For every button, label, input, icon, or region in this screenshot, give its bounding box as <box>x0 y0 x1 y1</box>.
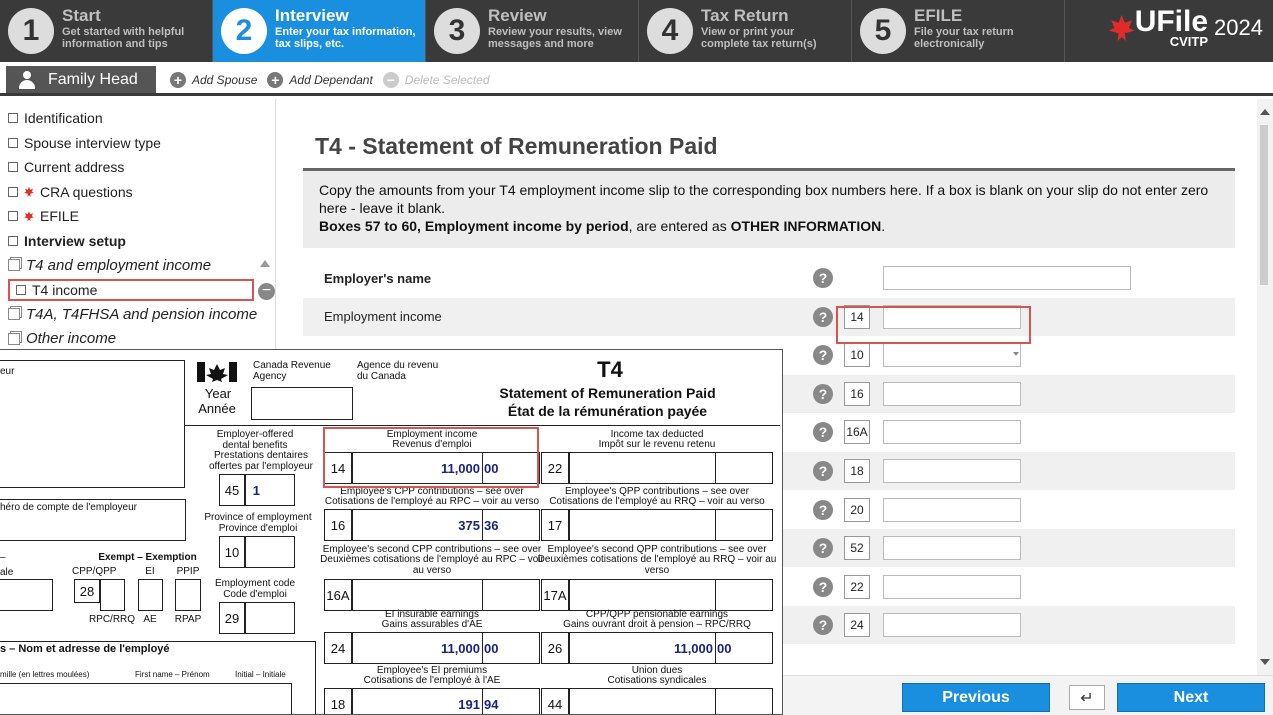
box-code: 17 <box>541 509 569 541</box>
ppip-label: PPIP <box>176 566 200 577</box>
sidebar-item-cra-questions[interactable] <box>0 180 275 205</box>
box-code: 16 <box>844 382 870 406</box>
family-bar <box>0 62 1273 96</box>
box-code: 14 <box>844 305 870 329</box>
employer-name-row <box>303 259 1235 297</box>
sidebar-group-label: T4A, T4FHSA and pension income <box>26 305 258 323</box>
slip-amount-cents: 36 <box>484 518 499 533</box>
cents-divider <box>715 579 716 611</box>
slip-subtitle-en: Statement of Remuneration Paid <box>499 385 716 401</box>
rpcrrq-label: RPC/RRQ <box>88 614 136 625</box>
ei-label: EI <box>145 566 155 577</box>
checkbox-icon <box>8 211 18 221</box>
selected-item-highlight <box>8 279 254 301</box>
add-spouse-button[interactable] <box>170 66 257 93</box>
checkbox-icon <box>8 138 18 148</box>
slip-amount-dollars: 375 <box>458 518 480 533</box>
delete-selected-label: Delete Selected <box>404 72 490 87</box>
interview-sidebar <box>0 99 276 359</box>
slip-amount-dollars: 11,000 <box>440 461 480 476</box>
slip-box-en: Employee's second CPP contributions – see over <box>322 544 542 555</box>
slip-amount-box <box>352 579 540 611</box>
t4-slip-image <box>0 349 783 715</box>
slip-box-fr: Cotisations syndicales <box>607 675 707 686</box>
name-sub-3: Initial – Initiale <box>235 670 286 679</box>
step-review[interactable] <box>426 0 639 62</box>
collapse-up-icon[interactable] <box>260 260 270 267</box>
sidebar-group-t4[interactable] <box>0 253 275 278</box>
slip-amount-cents: 00 <box>717 641 732 656</box>
cra-en: Canada Revenue Agency <box>253 360 331 382</box>
slip-box-en: EI insurable earnings <box>385 609 479 620</box>
employer-name-input[interactable] <box>883 266 1131 290</box>
step-start[interactable] <box>0 0 213 62</box>
help-icon[interactable]: ? <box>813 538 833 558</box>
step-title: Review <box>488 6 547 25</box>
sidebar-item-t4-income[interactable] <box>0 278 275 303</box>
step-number: 1 <box>8 8 54 54</box>
slip-box-fr: Deuxièmes cotisations de l'employé au RRQ – voir au verso <box>537 554 777 576</box>
instructions-box <box>303 171 1235 248</box>
province-en: Province of employment <box>204 512 312 523</box>
help-icon[interactable]: ? <box>813 577 833 597</box>
sidebar-item-current-address[interactable] <box>0 155 275 180</box>
slip-amount-cents: 94 <box>484 697 499 712</box>
help-icon[interactable]: ? <box>813 345 833 365</box>
slip-employment-income-highlight <box>323 427 539 488</box>
add-spouse-label: Add Spouse <box>192 72 258 87</box>
help-icon[interactable]: ? <box>813 307 833 327</box>
note-end: . <box>881 218 886 234</box>
add-dependant-button[interactable] <box>267 66 372 93</box>
sidebar-group-label: T4 and employment income <box>26 256 212 274</box>
box-code: 14 <box>324 452 352 484</box>
step-subtitle: Enter your tax information, tax slips, etc. <box>275 26 416 50</box>
box-amount-input[interactable] <box>883 382 1021 406</box>
sidebar-item-interview-setup[interactable] <box>0 229 275 254</box>
note-mid: , are entered as <box>628 218 731 234</box>
step-number: 5 <box>860 8 906 54</box>
sidebar-item-label: Identification <box>24 110 103 127</box>
next-button[interactable]: Next <box>1117 683 1265 712</box>
slip-box-fr: Gains assurables d'AE <box>381 619 483 630</box>
box-amount-input[interactable] <box>883 575 1021 599</box>
annee-label: Année <box>198 401 236 416</box>
slip-box-en: Employment income <box>386 429 478 440</box>
sidebar-item-label: Spouse interview type <box>24 134 161 151</box>
cents-divider <box>482 632 483 664</box>
emp-code-en: Employment code <box>214 578 296 589</box>
step-subtitle: File your tax return electronically <box>914 26 1014 50</box>
main-scrollbar[interactable] <box>1257 99 1273 675</box>
back-button[interactable] <box>1069 685 1105 710</box>
box-code: 44 <box>541 688 569 715</box>
rpap-label: RPAP <box>174 614 202 625</box>
step-title: Interview <box>275 6 349 25</box>
box-code: 16 <box>324 509 352 541</box>
box-code: 18 <box>324 688 352 715</box>
help-icon[interactable]: ? <box>813 500 833 520</box>
sidebar-item-spouse-interview[interactable] <box>0 131 275 156</box>
province-box <box>245 536 295 568</box>
plus-icon: + <box>170 72 186 88</box>
family-head-tab[interactable] <box>6 66 156 93</box>
slip-amount-box <box>569 688 773 715</box>
box-code: 24 <box>844 613 870 637</box>
step-number: 3 <box>434 8 480 54</box>
delete-selected-button[interactable] <box>383 66 490 93</box>
help-icon[interactable]: ? <box>813 422 833 442</box>
maple-leaf-icon <box>24 187 34 197</box>
logo-year: 2024 <box>1214 15 1263 40</box>
box-code: 52 <box>844 536 870 560</box>
box-code: 16A <box>844 420 870 444</box>
pages-icon <box>8 308 20 320</box>
cents-divider <box>482 579 483 611</box>
instructions-text: Copy the amounts from your T4 employment income slip to the corresponding box numbers here. If a box is blank on your slip do not enter zero here - leave it blank. <box>319 182 1209 216</box>
box-amount-input[interactable] <box>883 420 1021 444</box>
step-number: 4 <box>647 8 693 54</box>
name-entry-box <box>0 683 292 715</box>
employee-name-header: s – Nom et adresse de l'employé <box>0 643 170 655</box>
maple-leaf-icon <box>24 211 34 221</box>
sidebar-item-identification[interactable] <box>0 106 275 131</box>
sidebar-group-other-income[interactable] <box>0 327 275 352</box>
box-code: 10 <box>844 343 870 367</box>
slip-box-fr: Cotisations de l'employé à l'AE <box>363 675 501 686</box>
exempt-ppip-box <box>175 579 201 611</box>
slip-box-fr: Impôt sur le revenu retenu <box>598 439 716 450</box>
box-code: 18 <box>844 459 870 483</box>
cents-divider <box>715 452 716 484</box>
person-icon <box>18 71 36 89</box>
ae-label: AE <box>143 614 157 625</box>
step-title: Start <box>62 6 101 25</box>
slip-rule <box>185 425 780 426</box>
province-select[interactable] <box>883 343 1021 367</box>
help-icon[interactable]: ? <box>813 384 833 404</box>
box-code: 20 <box>844 498 870 522</box>
dental-value: 1 <box>252 483 260 498</box>
pages-icon <box>8 333 20 345</box>
checkbox-icon <box>16 285 26 295</box>
slip-box-fr: Revenus d'emploi <box>392 439 472 450</box>
account-partial: héro de compte de l'employeur <box>0 502 137 513</box>
sin-box <box>0 579 53 611</box>
box-code: 22 <box>541 452 569 484</box>
scroll-up-icon[interactable] <box>1260 109 1270 115</box>
back-arrow-icon: ↵ <box>1080 689 1094 707</box>
box-code: 28 <box>74 579 100 603</box>
instructions-note <box>319 217 1219 235</box>
checkbox-icon <box>8 236 18 246</box>
employment-income-highlight <box>836 306 1031 344</box>
box-code: 17A <box>541 579 569 611</box>
step-subtitle: Get started with helpful information and tips <box>62 26 185 50</box>
emp-code-fr: Code d'emploi <box>223 589 287 600</box>
canada-flag-icon <box>197 362 237 382</box>
box-amount-input[interactable] <box>883 459 1021 483</box>
bottom-nav-bar <box>783 675 1273 715</box>
page-title: T4 - Statement of Remuneration Paid <box>315 133 718 159</box>
slip-amount-dollars: 191 <box>458 697 480 712</box>
exempt-label: Exempt – Exemption <box>98 552 197 563</box>
cents-divider <box>715 509 716 541</box>
pages-icon <box>8 259 20 271</box>
box-code: 10 <box>219 536 245 568</box>
step-title: EFILE <box>914 6 963 25</box>
help-icon[interactable]: ? <box>813 268 833 288</box>
sidebar-item-label: EFILE <box>40 208 79 225</box>
family-head-label: Family Head <box>48 70 138 88</box>
province-fr: Province d'emploi <box>218 523 298 534</box>
dental-en: Employer-offered dental benefits <box>216 429 294 451</box>
slip-amount-box <box>569 452 773 484</box>
slip-title: T4 <box>597 357 623 382</box>
box-row <box>303 298 1235 336</box>
slip-box-fr: Gains ouvrant droit à pension – RPC/RRQ <box>563 619 751 630</box>
slip-box-en: Union dues <box>631 665 683 676</box>
employer-name-box <box>0 360 185 488</box>
dropdown-arrow-icon <box>1013 352 1019 356</box>
cents-divider <box>482 688 483 715</box>
logo-sub: CVITP <box>1169 34 1209 49</box>
year-box <box>251 387 353 420</box>
cents-divider <box>482 509 483 541</box>
step-title: Tax Return <box>701 6 789 25</box>
step-subtitle: View or print your complete tax return(s) <box>701 26 817 50</box>
sidebar-item-label: T4 income <box>32 281 98 298</box>
maple-leaf-icon <box>1109 15 1135 41</box>
box-code: 22 <box>844 575 870 599</box>
employer-partial: eur <box>0 366 15 377</box>
note-bold-2: OTHER INFORMATION <box>730 218 882 234</box>
field-label: Employer's name <box>324 270 432 286</box>
slip-box-en: Employee's CPP contributions – see over <box>340 486 524 497</box>
slip-box-fr: Cotisations de l'employé au RRQ – voir au verso <box>549 496 765 507</box>
cents-divider <box>715 688 716 715</box>
slip-box-en: Employee's QPP contributions – see over <box>564 486 750 497</box>
name-sub-1: mille (en lettres moulées) <box>0 670 90 679</box>
left-ale: ale <box>0 567 14 578</box>
slip-subtitle-fr: État de la rémunération payée <box>507 403 708 419</box>
add-dependant-label: Add Dependant <box>289 72 373 87</box>
name-sub-2: First name – Prénom <box>135 670 210 679</box>
sidebar-item-efile[interactable] <box>0 204 275 229</box>
sidebar-item-label: Interview setup <box>24 232 126 249</box>
sidebar-item-label: CRA questions <box>40 183 133 200</box>
checkbox-icon <box>8 162 18 172</box>
slip-amount-dollars: 11,000 <box>440 641 480 656</box>
logo-brand: UFile <box>1134 5 1209 38</box>
minus-icon: − <box>383 72 399 88</box>
box-code: 24 <box>324 632 352 664</box>
field-label: Employment income <box>324 309 442 325</box>
box-code: 16A <box>324 579 352 611</box>
box-code: 45 <box>219 474 245 506</box>
slip-box-en: Employee's second QPP contributions – see over <box>547 544 767 555</box>
emp-code-box <box>245 602 295 634</box>
remove-item-icon[interactable]: − <box>258 283 275 300</box>
slip-amount-box <box>569 509 773 541</box>
slip-box-en: Employee's EI premiums <box>376 665 488 676</box>
box-code: 26 <box>541 632 569 664</box>
help-icon[interactable]: ? <box>813 461 833 481</box>
box-amount-input[interactable] <box>883 613 1021 637</box>
box-code: 29 <box>219 602 245 634</box>
sidebar-item-label: Current address <box>24 159 125 176</box>
scroll-thumb[interactable] <box>1260 125 1268 285</box>
box-amount-input[interactable] <box>883 536 1021 560</box>
step-interview[interactable] <box>213 0 426 62</box>
step-tax-return[interactable] <box>639 0 852 62</box>
dental-fr: Prestations dentaires offertes par l'employeur <box>209 450 313 472</box>
help-icon[interactable]: ? <box>813 615 833 635</box>
slip-amount-dollars: 11,000 <box>673 641 713 656</box>
sidebar-group-t4a[interactable] <box>0 302 275 327</box>
exempt-ei-box <box>138 579 163 611</box>
slip-box-en: CPP/QPP pensionable earnings <box>585 609 729 620</box>
slip-amount-cents: 00 <box>484 461 499 476</box>
note-bold-1: Boxes 57 to 60, Employment income by period <box>319 218 629 234</box>
step-number: 2 <box>221 8 267 54</box>
slip-amount-box <box>569 579 773 611</box>
exempt-cpp-box <box>100 579 125 611</box>
slip-box-fr: Deuxièmes cotisations de l'employé au RPC – voir au verso <box>320 554 544 576</box>
left-dash: – <box>0 552 6 563</box>
year-label: Year <box>204 386 232 401</box>
slip-box-en: Income tax deducted <box>610 429 704 440</box>
ufile-logo <box>1109 5 1263 49</box>
previous-button[interactable]: Previous <box>902 683 1050 712</box>
top-step-bar <box>0 0 1273 62</box>
sidebar-group-label: Other income <box>26 330 117 348</box>
checkbox-icon <box>8 113 18 123</box>
step-subtitle: Review your results, view messages and more <box>488 26 622 50</box>
checkbox-icon <box>8 187 18 197</box>
plus-icon: + <box>267 72 283 88</box>
slip-amount-cents: 00 <box>484 641 499 656</box>
cents-divider <box>715 632 716 664</box>
step-efile[interactable] <box>852 0 1065 62</box>
cra-fr: Agence du revenu du Canada <box>357 360 439 382</box>
slip-box-fr: Cotisations de l'employé au RPC – voir au verso <box>324 496 540 507</box>
box-amount-input[interactable] <box>883 498 1021 522</box>
scroll-down-icon[interactable] <box>1260 659 1270 665</box>
cppqpp-label: CPP/QPP <box>72 566 117 577</box>
